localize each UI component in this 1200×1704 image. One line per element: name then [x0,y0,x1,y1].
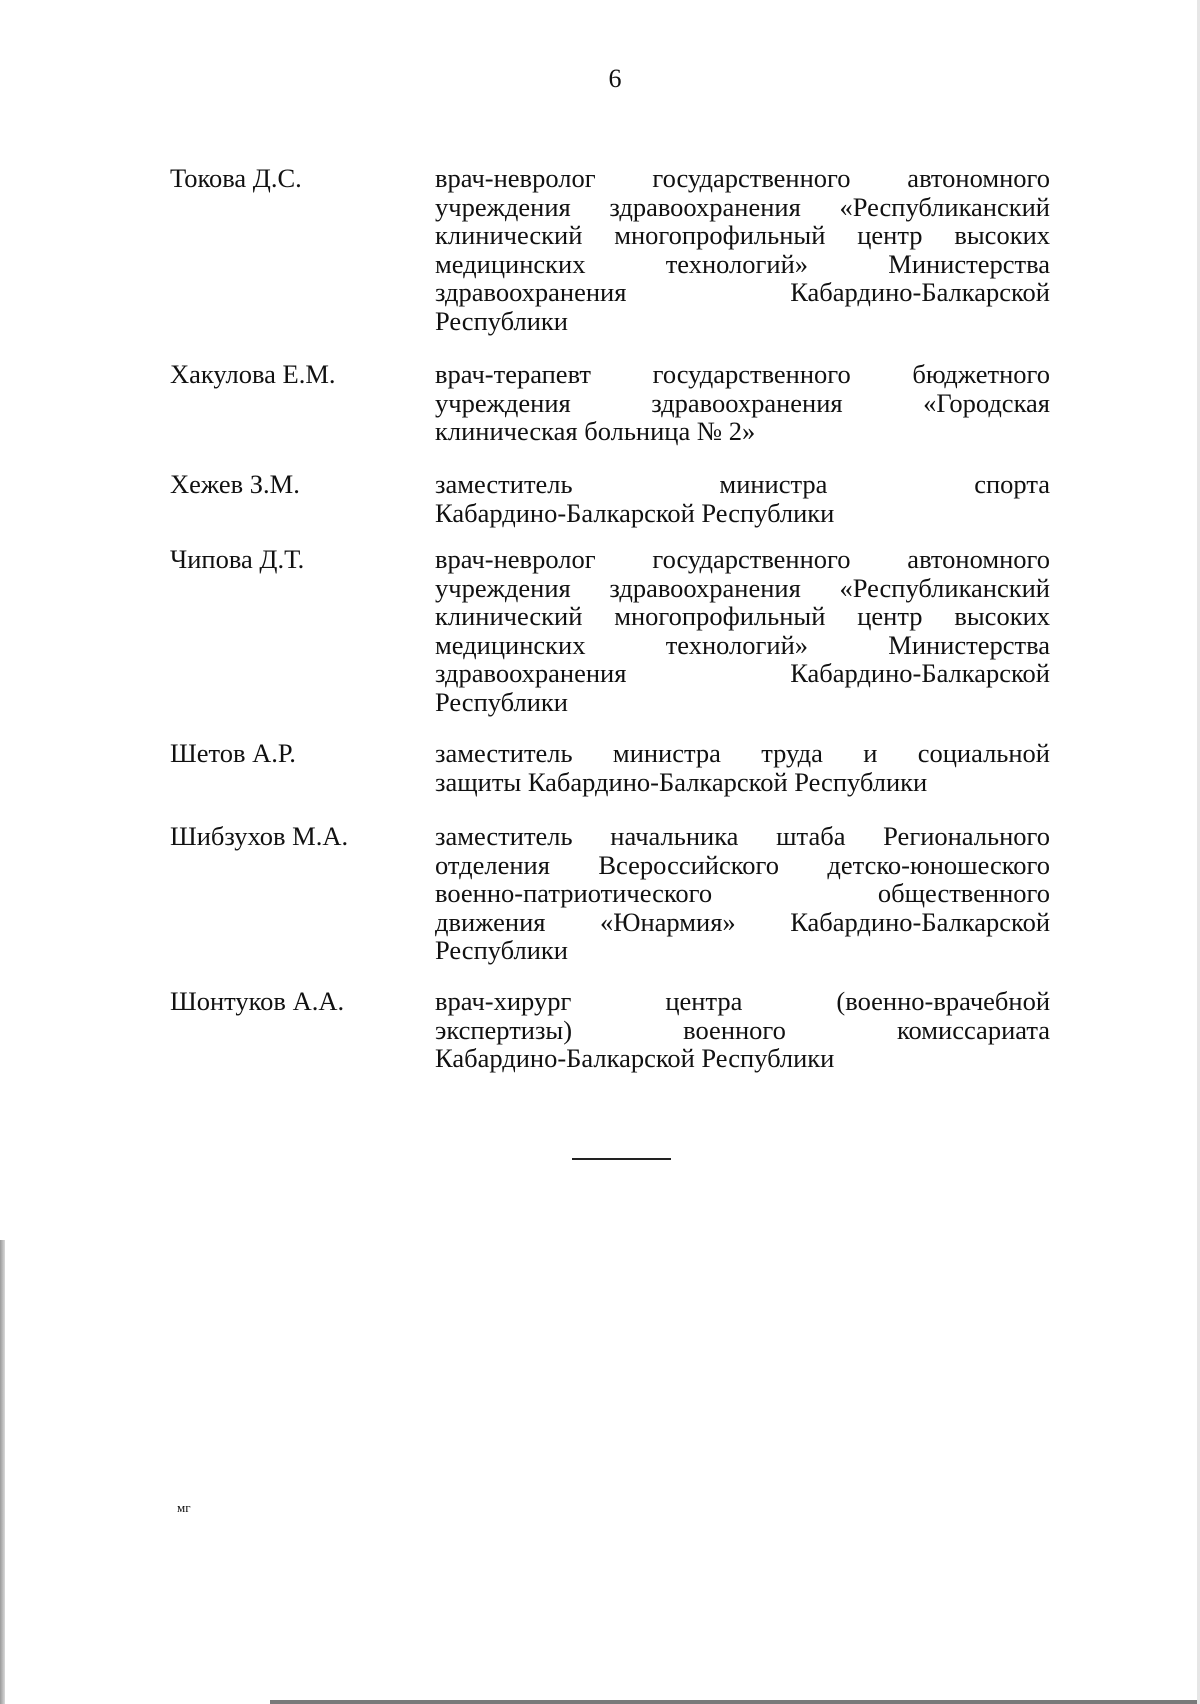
position-line: заместитель министра труда и социальной [435,738,1050,768]
member-position [435,987,1050,1073]
position-line: клиническая больница № 2» [435,416,756,446]
scan-edge-bottom [270,1700,1200,1704]
position-line: учреждения здравоохранения «Республиканский [435,572,1050,603]
member-position [435,739,1050,796]
position-line: здравоохранения Кабардино-Балкарской [435,658,1050,688]
position-line: медицинских технологий» Министерства [435,248,1050,279]
member-position [435,360,1050,446]
position-line: клинический многопрофильный центр высоких [435,220,1050,250]
end-of-list-rule [572,1158,671,1160]
member-position [435,545,1050,716]
position-line: Республики [435,686,568,717]
position-line: врач-невролог государственного автономного [435,544,1050,574]
member-position [435,470,1050,527]
position-line: клинический многопрофильный центр высоких [435,601,1050,631]
member-name: Хежев З.М. [170,469,300,499]
position-line: отделения Всероссийского детско-юношеского [435,849,1050,880]
position-line: заместитель министра спорта [435,469,1050,499]
page-number: 6 [608,64,622,93]
position-line: Кабардино-Балкарской Республики [435,497,835,528]
member-position [435,164,1050,335]
member-name: Шетов А.Р. [170,738,296,768]
member-name: Шибзухов М.А. [170,821,349,851]
position-line: движения «Юнармия» Кабардино-Балкарской [435,906,1050,937]
scan-edge-left [0,1240,5,1704]
position-line: Кабардино-Балкарской Республики [435,1043,835,1073]
position-line: учреждения здравоохранения «Городская [435,387,1050,418]
position-line: Республики [435,935,568,965]
member-name: Токова Д.С. [170,163,302,193]
position-line: врач-невролог государственного автономного [435,163,1050,193]
position-line: учреждения здравоохранения «Республиканский [435,191,1050,222]
member-name: Чипова Д.Т. [170,544,305,574]
member-name: Хакулова Е.М. [170,359,336,389]
position-line: защиты Кабардино-Балкарской Республики [435,766,928,797]
position-line: Республики [435,305,568,336]
position-line: врач-хирург центра (военно-врачебной [435,986,1050,1016]
position-line: медицинских технологий» Министерства [435,629,1050,660]
member-name: Шонтуков А.А. [170,986,345,1016]
position-line: заместитель начальника штаба Регионального [435,821,1050,851]
position-line: врач-терапевт государственного бюджетного [435,359,1050,389]
position-line: экспертизы) военного комиссариата [435,1014,1050,1045]
member-position [435,822,1050,965]
position-line: здравоохранения Кабардино-Балкарской [435,277,1050,307]
position-line: военно-патриотического общественного [435,878,1050,908]
footer-code: мг [177,1500,191,1515]
